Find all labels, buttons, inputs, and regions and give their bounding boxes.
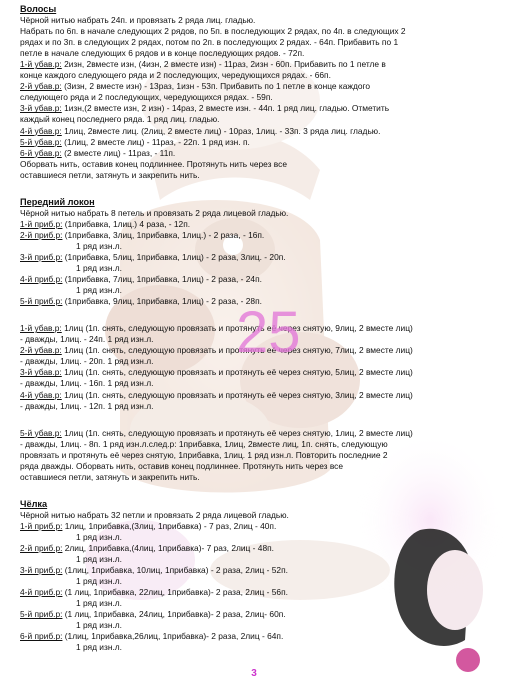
- row-text-continued: провязать и протянуть её через снятую, 1прибавка, 1лиц. 1 ряд изн.л. Повторить последние 2: [20, 449, 388, 460]
- hair-intro-line: рядах и по 3п. в следующих 2 рядах, потом по 2п. в последующих 2 рядах. - 64п. Прибавить по 1: [20, 37, 399, 48]
- row-label: 4-й убав.р:: [20, 389, 62, 400]
- bangs-increase-row: [20, 521, 490, 532]
- purl-row: 1 ряд изн.л.: [76, 285, 122, 296]
- row-text-continued: оставшиеся петли, затянуть и закрепить нить.: [20, 471, 200, 482]
- hair-decrease-row: [20, 148, 490, 159]
- row-label: 2-й убав.р:: [20, 345, 62, 356]
- curl-increase-row: [20, 230, 490, 241]
- hair-intro-line: Чёрной нитью набрать 24п. и провязать 2 ряда лиц. гладью.: [20, 15, 256, 26]
- row-text: (1прибавка, 3лиц, 1прибавка, 1лиц.) - 2 раза, - 16п.: [62, 229, 265, 240]
- row-label: 5-й убав.р:: [20, 427, 62, 438]
- row-label: 3-й приб.р:: [20, 251, 63, 262]
- row-text-continued: - дважды, 1лиц. - 24п. 1 ряд изн.л.: [20, 334, 154, 345]
- curl-decrease-row: [20, 367, 490, 378]
- row-label: 5-й приб.р:: [20, 296, 63, 307]
- row-label: 4-й приб.р:: [20, 274, 63, 285]
- purl-row: 1 ряд изн.л.: [76, 240, 122, 251]
- row-label: 3-й приб.р:: [20, 565, 63, 576]
- row-text: (1 лиц, 1прибавка, 22лиц, 1прибавка)- 2 раза, 2лиц - 56п.: [62, 587, 288, 598]
- curl-decrease-row: [20, 323, 490, 334]
- hair-decrease-row: [20, 137, 490, 148]
- bangs-increase-row: [20, 631, 490, 642]
- hair-intro-line: Набрать по 6п. в начале следующих 2 рядов, по 5п. в последующих 2 рядах, по 4п. в следующих 2: [20, 26, 406, 37]
- row-text: 1лиц (1п. снять, следующую провязать и протянуть её через снятую, 5лиц, 2 вместе лиц): [61, 367, 413, 378]
- row-text-continued: следующего ряда и 2 последующих, чередующихся рядах. - 59п.: [20, 92, 273, 103]
- purl-row: 1 ряд изн.л.: [76, 263, 122, 274]
- row-text: (1 лиц, 1прибавка, 24лиц, 1прибавка)- 2 раза, 2лиц- 60п.: [62, 609, 286, 620]
- watermark-text: 25: [236, 300, 301, 365]
- row-text-continued: каждый конец последнего ряда. 1 ряд лиц. гладью.: [20, 114, 220, 125]
- row-text: 2изн, 2вместе изн, (4изн, 2 вместе изн) - 11раз, 2изн - 60п. Прибавить по 1 петле в: [61, 59, 386, 70]
- row-label: 4-й убав.р:: [20, 125, 62, 136]
- purl-row: 1 ряд изн.л.: [76, 554, 122, 565]
- document-page: [20, 4, 490, 653]
- row-text: (1прибавка, 1лиц.) 4 раза, - 12п.: [62, 218, 191, 229]
- bangs-increase-row: [20, 565, 490, 576]
- bangs-intro: Чёрной нитью набрать 32 петли и провязать 2 ряда лицевой гладью.: [20, 509, 289, 520]
- row-label: 1-й убав.р:: [20, 323, 62, 334]
- row-text-continued: - дважды, 1лиц. - 8п. 1 ряд изн.л.след.р: 1прибавка, 1лиц, 2вместе лиц, 1п. снять, следующую: [20, 438, 388, 449]
- row-text: 1лиц (1п. снять, следующую провязать и протянуть её через снятую, 1лиц, 2 вместе лиц): [61, 427, 413, 438]
- row-label: 5-й убав.р:: [20, 136, 62, 147]
- hair-decrease-row: [20, 59, 490, 70]
- purl-row: 1 ряд изн.л.: [76, 598, 122, 609]
- row-label: 6-й убав.р:: [20, 147, 62, 158]
- curl-decrease-row: [20, 390, 490, 401]
- row-label: 4-й приб.р:: [20, 587, 63, 598]
- row-text-continued: - дважды, 1лиц. - 12п. 1 ряд изн.л.: [20, 400, 154, 411]
- row-text: 1лиц (1п. снять, следующую провязать и протянуть её через снятую, 9лиц, 2 вместе лиц): [61, 323, 413, 334]
- row-label: 5-й приб.р:: [20, 609, 63, 620]
- hair-decrease-row: [20, 81, 490, 92]
- row-label: 3-й убав.р:: [20, 103, 62, 114]
- row-text: 1изн,(2 вместе изн, 2 изн) - 14раз, 2 вместе изн. - 44п. 1 ряд лиц. гладью. Отметить: [61, 103, 390, 114]
- row-text: (1прибавка, 7лиц, 1прибавка, 1лиц) - 2 раза, - 24п.: [62, 274, 262, 285]
- bangs-heading: Чёлка: [20, 498, 48, 509]
- curl-increase-row: [20, 252, 490, 263]
- curl-heading: Передний локон: [20, 196, 95, 207]
- row-text: 1лиц, 1прибавка,(3лиц, 1прибавка) - 7 раз, 2лиц - 40п.: [62, 520, 277, 531]
- row-label: 1-й приб.р:: [20, 218, 63, 229]
- row-text: (1лиц, 1прибавка, 10лиц, 1прибавка) - 2 раза, 2лиц - 52п.: [62, 565, 288, 576]
- row-label: 2-й приб.р:: [20, 229, 63, 240]
- curl-increase-row: [20, 274, 490, 285]
- curl-decrease-row: [20, 345, 490, 356]
- row-label: 6-й приб.р:: [20, 631, 63, 642]
- row-label: 2-й убав.р:: [20, 81, 62, 92]
- row-text: (1лиц, 1прибавка,26лиц, 1прибавка)- 2 раза, 2лиц - 64п.: [62, 631, 284, 642]
- hair-decrease-row: [20, 126, 490, 137]
- row-text: (3изн, 2 вместе изн) - 13раз, 1изн - 53п. Прибавить по 1 петле в конце каждого: [61, 81, 371, 92]
- hair-decrease-row: [20, 103, 490, 114]
- row-text: (1лиц, 2 вместе лиц) - 11раз, - 22п. 1 ряд изн. п.: [61, 136, 250, 147]
- row-label: 1-й приб.р:: [20, 520, 63, 531]
- row-label: 1-й убав.р:: [20, 59, 62, 70]
- row-text-continued: - дважды, 1лиц. - 20п. 1 ряд изн.л.: [20, 356, 154, 367]
- row-text: (2 вместе лиц) - 11раз, - 11п.: [61, 147, 176, 158]
- bangs-increase-row: [20, 587, 490, 598]
- bangs-increase-row: [20, 609, 490, 620]
- row-text: 1лиц (1п. снять, следующую провязать и протянуть её через снятую, 7лиц, 2 вместе лиц): [61, 345, 413, 356]
- purl-row: 1 ряд изн.л.: [76, 620, 122, 631]
- curl-intro: Чёрной нитью набрать 8 петель и провязать 2 ряда лицевой гладью.: [20, 207, 289, 218]
- curl-increase-row: [20, 296, 490, 307]
- bangs-increase-row: [20, 543, 490, 554]
- hair-outro-line: оставшиеся петли, затянуть и закрепить нить.: [20, 169, 200, 180]
- row-text: 2лиц, 1прибавка,(4лиц, 1прибавка)- 7 раз, 2лиц - 48п.: [62, 543, 274, 554]
- curl-final-row: [20, 428, 490, 439]
- row-text-continued: конце каждого следующего ряда и 2 последующих, чередующихся рядах. - 66п.: [20, 70, 331, 81]
- row-label: 2-й приб.р:: [20, 543, 63, 554]
- purl-row: 1 ряд изн.л.: [76, 642, 122, 653]
- row-text: (1прибавка, 5лиц, 1прибавка, 1лиц) - 2 раза, 3лиц. - 20п.: [62, 251, 286, 262]
- purl-row: 1 ряд изн.л.: [76, 531, 122, 542]
- page-number: 3: [251, 668, 257, 679]
- row-text: (1прибавка, 9лиц, 1прибавка, 1лиц) - 2 раза, - 28п.: [62, 296, 262, 307]
- hair-outro-line: Оборвать нить, оставив конец подлиннее. Протянуть нить через все: [20, 158, 287, 169]
- hair-heading: Волосы: [20, 4, 57, 14]
- curl-increase-row: [20, 219, 490, 230]
- purl-row: 1 ряд изн.л.: [76, 576, 122, 587]
- row-text-continued: ряда дважды. Оборвать нить, оставив конец подлиннее. Протянуть нить через все: [20, 460, 344, 471]
- hair-intro-line: петле в начале следующих 6 рядов и в конце последующих рядов. - 72п.: [20, 48, 305, 59]
- row-text: 1лиц, 2вместе лиц. (2лиц, 2 вместе лиц) - 10раз, 1лиц. - 33п. 3 ряда лиц. гладью.: [61, 125, 381, 136]
- row-text: 1лиц (1п. снять, следующую провязать и протянуть её через снятую, 3лиц, 2 вместе лиц): [61, 389, 413, 400]
- row-text-continued: - дважды, 1лиц. - 16п. 1 ряд изн.л.: [20, 378, 154, 389]
- row-label: 3-й убав.р:: [20, 367, 62, 378]
